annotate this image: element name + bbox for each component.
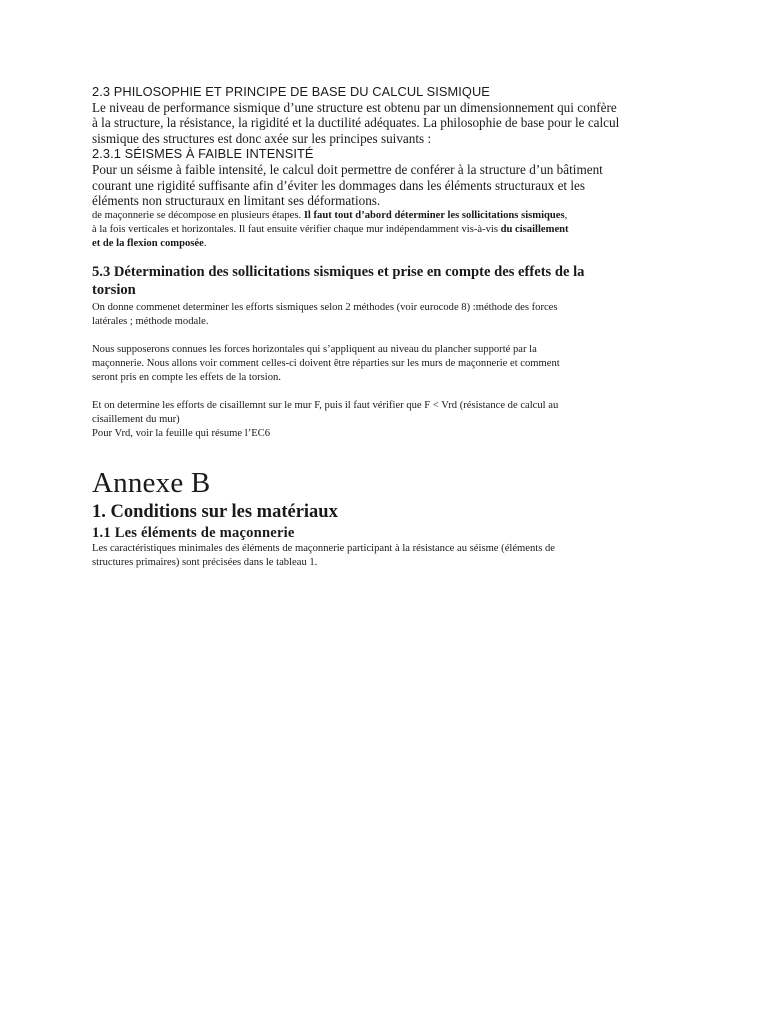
fragment-line-1 [92,209,682,223]
heading-line: 5.3 Détermination des sollicitations sismiques et prise en compte des effets de la [92,263,585,280]
document-page [92,84,682,570]
heading-conditions-materiaux: 1. Conditions sur les matériaux [92,501,338,522]
fragment-text: . [203,237,207,249]
fragment-bold-text: Il faut tout d’abord déterminer les sollicitations sismiques [303,209,565,221]
paragraph-line: On donne commenet determiner les efforts sismiques selon 2 méthodes (voir eurocode 8) :méthode des forces [92,301,558,313]
paragraph-line: structures primaires) sont précisées dans le tableau 1. [92,556,318,568]
paragraph-line: sismique des structures est donc axée sur les principes suivants : [92,130,432,146]
fragment-bold-text: du cisaillement [500,223,569,235]
paragraph-line: Pour un séisme à faible intensité, le calcul doit permettre de conférer à la structure d’un bâtiment [92,161,603,177]
section-title-2-3: 2.3 PHILOSOPHIE ET PRINCIPE DE BASE DU CALCUL SISMIQUE [92,84,490,99]
heading-line: torsion [92,281,136,298]
fragment-line-3 [92,237,682,251]
paragraph-line: latérales ; méthode modale. [92,315,209,327]
fragment-text: de maçonnerie se décompose en plusieurs étapes. [92,209,304,221]
paragraph-line: Et on determine les efforts de cisaillemnt sur le mur F, puis il faut vérifier que F < Vrd (résistance de calcul au [92,399,559,411]
section-heading-5-3 [92,263,682,299]
paragraph-line: Pour Vrd, voir la feuille qui résume l’EC6 [92,427,271,439]
paragraph-line: éléments non structuraux en limitant ses déformations. [92,193,381,209]
fragment-line-2 [92,223,682,237]
fragment-text: , [564,209,568,221]
paragraph-line: à la structure, la résistance, la rigidité et la ductilité adéquates. La philosophie de base pour le calcul [92,115,620,131]
section-title-2-3-1: 2.3.1 SÉISMES À FAIBLE INTENSITÉ [92,146,314,162]
fragment-text: à la fois verticales et horizontales. Il faut ensuite vérifier chaque mur indépendamment vis-à-vis [92,223,501,235]
annexe-title: Annexe B [92,466,211,499]
paragraph-line: Les caractéristiques minimales des éléments de maçonnerie participant à la résistance au séisme (éléments de [92,542,555,554]
heading-elements-maconnerie: 1.1 Les éléments de maçonnerie [92,524,295,541]
paragraph-line: Nous supposerons connues les forces horizontales qui s’appliquent au niveau du plancher supporté par la [92,343,537,355]
section-2-3 [92,84,682,209]
section-5-3-body [92,301,682,441]
paragraph-line: cisaillement du mur) [92,413,180,425]
paragraph-line: maçonnerie. Nous allons voir comment celles-ci doivent être réparties sur les murs de maçonnerie et comment [92,357,560,369]
masonry-fragment [92,209,682,251]
paragraph-line: courant une rigidité suffisante afin d’éviter les dommages dans les éléments structuraux et les [92,177,586,193]
paragraph-line: Le niveau de performance sismique d’une structure est obtenu par un dimensionnement qui confère [92,99,617,115]
fragment-bold-text: et de la flexion composée [92,237,204,249]
paragraph-line: seront pris en compte les effets de la torsion. [92,371,281,383]
